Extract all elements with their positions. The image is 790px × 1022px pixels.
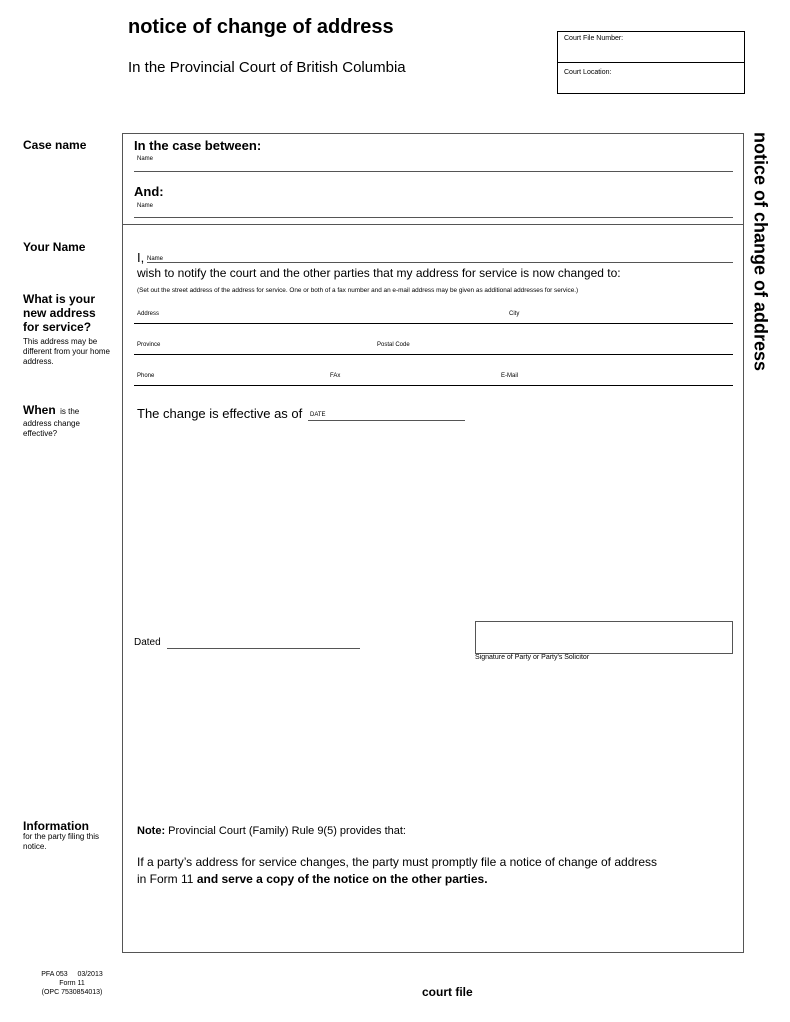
case-name-label-2: Name [137,203,154,209]
footer-opc: (OPC 7530854013) [41,989,103,996]
case-section-divider [122,224,743,225]
note-body-line2-bold: and serve a copy of the notice on the other parties. [196,872,488,886]
court-file-box [557,31,745,94]
signature-label: Signature of Party or Party's Solicitor [475,654,590,661]
sidebar-when-note: address change effective? [23,419,80,438]
case-and-label: And: [134,184,164,199]
vertical-title-wrap [738,132,783,412]
city-label: City [509,311,520,317]
your-name-field[interactable] [147,262,733,263]
case-party1-field[interactable] [134,171,733,172]
court-location-label: Court Location: [564,69,612,76]
footer-form-code: PFA 053 [41,971,68,978]
sidebar-your-name: Your Name [23,240,86,254]
footer-code-date [30,970,114,979]
case-name-label-1: Name [137,156,154,162]
case-between-label: In the case between: [134,138,262,153]
court-location-field[interactable] [558,63,744,93]
fax-label: FAx [330,373,341,379]
your-name-label: Name [147,256,164,262]
court-file-number-field[interactable] [558,32,744,63]
note-line [137,825,406,837]
note-body-line2 [137,872,488,886]
sidebar-when-heading: When [23,403,56,417]
sidebar-when [23,401,118,439]
address-label: Address [137,311,160,317]
dated-field[interactable] [167,648,360,649]
sidebar-when-inline: is the [60,407,80,416]
province-postal-field[interactable] [134,354,733,355]
footer-form-info [30,970,114,997]
province-label: Province [137,342,161,348]
effective-date-field[interactable] [308,420,465,421]
sidebar-service-heading: What is your new address for service? [23,292,96,334]
note-label: Note: [137,825,166,837]
notify-instruction: (Set out the street address of the address for service. One or both of a fax number and an e-mail address may be given as additional addresses for service.) [137,287,579,294]
i-label: I, [137,250,145,265]
phone-label: Phone [137,373,155,379]
email-label: E-Mail [501,373,519,379]
note-body-line2-plain: in Form 11 [137,872,194,886]
address-city-field[interactable] [134,323,733,324]
phone-fax-email-field[interactable] [134,385,733,386]
court-name: In the Provincial Court of British Columbia [128,59,406,76]
case-party2-field[interactable] [134,217,733,218]
footer-form-number: Form 11 [59,980,85,987]
form-title: notice of change of address [128,16,394,38]
effective-date-label: DATE [310,412,326,418]
footer-copy-label: court file [422,985,473,999]
sidebar-information-note: for the party filing this notice. [23,832,100,851]
note-body-line1: If a party’s address for service changes, the party must promptly file a notice of change of address [137,855,658,869]
dated-label: Dated [134,637,161,648]
note-text: Provincial Court (Family) Rule 9(5) provides that: [168,825,406,837]
postal-code-label: Postal Code [377,342,410,348]
sidebar-case-name: Case name [23,138,87,152]
effective-text: The change is effective as of [137,406,303,421]
vertical-title: notice of change of address [750,132,771,372]
footer-form-date: 03/2013 [77,971,103,978]
sidebar-service-note: This address may be different from your home address. [23,337,111,366]
signature-box[interactable] [475,621,733,654]
notify-statement: wish to notify the court and the other parties that my address for service is now changed to: [137,266,621,280]
court-file-number-label: Court File Number: [564,35,624,42]
sidebar-information-heading: Information [23,819,89,833]
